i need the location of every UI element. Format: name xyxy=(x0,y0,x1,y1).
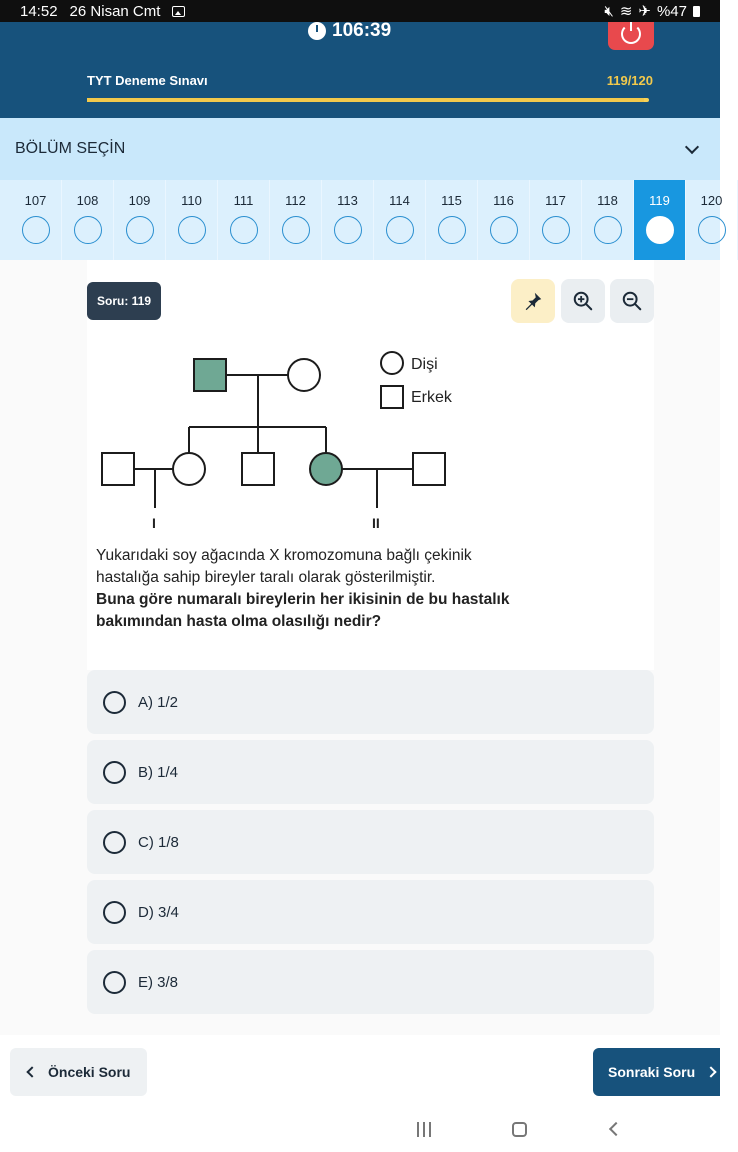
answer-status-circle-icon xyxy=(386,216,414,244)
battery-icon xyxy=(693,6,700,17)
home-button[interactable] xyxy=(512,1122,527,1137)
legend-female-symbol xyxy=(381,352,403,374)
answer-option[interactable] xyxy=(87,740,654,804)
question-number-label: 107 xyxy=(24,193,47,208)
question-number-item[interactable] xyxy=(270,180,322,260)
question-number-label: 120 xyxy=(700,193,723,208)
legend-female-label: Dişi xyxy=(411,356,438,373)
progress-label: 119/120 xyxy=(606,73,653,88)
chevron-left-icon xyxy=(26,1066,37,1077)
answer-option-label: A) 1/2 xyxy=(138,693,179,711)
system-nav-bar xyxy=(0,1110,720,1152)
question-text xyxy=(96,545,566,633)
status-date: 26 Nisan Cmt xyxy=(69,2,161,20)
status-bar xyxy=(0,0,720,22)
question-number-label: 118 xyxy=(597,193,618,208)
answer-status-circle-icon xyxy=(282,216,310,244)
back-button[interactable] xyxy=(609,1122,623,1136)
question-text-line-bold: Buna göre numaralı bireylerin her ikisinin de bu hastalık xyxy=(96,591,510,608)
question-number-item[interactable] xyxy=(166,180,218,260)
question-number-label: 115 xyxy=(441,193,462,208)
zoom-in-icon xyxy=(572,290,594,312)
answer-option[interactable] xyxy=(87,950,654,1014)
legend-male-symbol xyxy=(381,386,403,408)
answer-status-circle-icon xyxy=(594,216,622,244)
question-number-item[interactable] xyxy=(634,180,686,260)
progress-bar xyxy=(87,98,649,102)
question-number-label: 117 xyxy=(545,193,566,208)
question-number-label: 114 xyxy=(389,193,410,208)
exam-header xyxy=(0,22,720,118)
question-text-line: hastalığa sahip bireyler taralı olarak gösterilmiştir. xyxy=(96,569,436,586)
zoom-out-button[interactable] xyxy=(610,279,654,323)
radio-icon xyxy=(103,691,126,714)
question-number-label: 110 xyxy=(181,193,202,208)
pedigree-father xyxy=(194,359,226,391)
answer-option-label: D) 3/4 xyxy=(138,903,179,921)
pedigree-son xyxy=(242,453,274,485)
exam-title: TYT Deneme Sınavı xyxy=(87,73,208,88)
chevron-down-icon xyxy=(685,140,699,154)
legend-male-label: Erkek xyxy=(411,389,452,406)
question-navigator xyxy=(0,180,723,260)
question-number-item[interactable] xyxy=(478,180,530,260)
answer-status-circle-icon xyxy=(126,216,154,244)
answer-status-circle-icon xyxy=(74,216,102,244)
power-icon xyxy=(621,24,641,44)
zoom-in-button[interactable] xyxy=(561,279,605,323)
answer-status-circle-icon xyxy=(334,216,362,244)
section-select-dropdown[interactable] xyxy=(0,118,720,180)
clock-icon xyxy=(308,22,326,40)
pedigree-left-spouse xyxy=(102,453,134,485)
chevron-right-icon xyxy=(705,1066,716,1077)
progress-bar-fill xyxy=(87,98,644,102)
question-number-label: 111 xyxy=(233,193,254,208)
question-number-label: 119 xyxy=(649,193,670,208)
question-number-label: 112 xyxy=(285,193,306,208)
recents-button[interactable] xyxy=(417,1122,431,1137)
section-select-label: BÖLÜM SEÇİN xyxy=(15,140,126,157)
pedigree-right-spouse xyxy=(413,453,445,485)
question-badge: Soru: 119 xyxy=(87,282,161,320)
zoom-out-icon xyxy=(621,290,643,312)
status-time: 14:52 xyxy=(20,2,58,20)
previous-question-button[interactable] xyxy=(10,1048,147,1096)
mute-icon: 🔇︎ xyxy=(604,2,614,20)
question-number-item[interactable] xyxy=(530,180,582,260)
wifi-icon: ≋ xyxy=(619,3,633,20)
answer-status-circle-icon xyxy=(178,216,206,244)
question-number-label: 116 xyxy=(493,193,514,208)
next-question-button[interactable] xyxy=(593,1048,720,1096)
pin-button[interactable] xyxy=(511,279,555,323)
answer-option[interactable] xyxy=(87,670,654,734)
answer-option-label: E) 3/8 xyxy=(138,973,179,991)
question-number-item[interactable] xyxy=(582,180,634,260)
answer-option-label: B) 1/4 xyxy=(138,763,179,781)
answer-option[interactable] xyxy=(87,880,654,944)
answer-status-circle-icon xyxy=(698,216,726,244)
question-number-item[interactable] xyxy=(426,180,478,260)
gallery-notification-icon xyxy=(172,6,185,17)
pedigree-daughter-1 xyxy=(173,453,205,485)
pedigree-label-two: II xyxy=(372,515,380,531)
question-number-item[interactable] xyxy=(10,180,62,260)
question-number-item[interactable] xyxy=(62,180,114,260)
pedigree-daughter-2 xyxy=(310,453,342,485)
radio-icon xyxy=(103,761,126,784)
answer-option[interactable] xyxy=(87,810,654,874)
answer-status-circle-icon xyxy=(542,216,570,244)
timer xyxy=(308,20,391,42)
question-number-label: 108 xyxy=(76,193,99,208)
timer-value: 106:39 xyxy=(332,20,392,41)
question-number-item[interactable] xyxy=(114,180,166,260)
finish-exam-button[interactable] xyxy=(608,22,654,50)
pedigree-label-one: I xyxy=(152,515,156,531)
pin-icon xyxy=(522,290,544,312)
question-number-label: 113 xyxy=(337,193,358,208)
question-number-item[interactable] xyxy=(686,180,738,260)
answer-status-circle-icon xyxy=(490,216,518,244)
answer-status-circle-icon xyxy=(646,216,674,244)
answer-status-circle-icon xyxy=(230,216,258,244)
next-question-label: Sonraki Soru xyxy=(608,1064,696,1080)
pedigree-mother xyxy=(288,359,320,391)
answer-option-label: C) 1/8 xyxy=(138,833,179,851)
question-number-item[interactable] xyxy=(322,180,374,260)
radio-icon xyxy=(103,901,126,924)
battery-percent: %47 xyxy=(656,2,687,20)
radio-icon xyxy=(103,971,126,994)
answer-status-circle-icon xyxy=(22,216,50,244)
question-number-item[interactable] xyxy=(374,180,426,260)
question-text-line: Yukarıdaki soy ağacında X kromozomuna bağlı çekinik xyxy=(96,547,472,564)
answer-status-circle-icon xyxy=(438,216,466,244)
pedigree-diagram xyxy=(95,340,475,540)
airplane-icon: ✈ xyxy=(638,3,651,20)
question-text-line-bold: bakımından hasta olma olasılığı nedir? xyxy=(96,613,382,630)
question-number-label: 109 xyxy=(128,193,151,208)
question-number-item[interactable] xyxy=(218,180,270,260)
radio-icon xyxy=(103,831,126,854)
previous-question-label: Önceki Soru xyxy=(48,1064,131,1080)
